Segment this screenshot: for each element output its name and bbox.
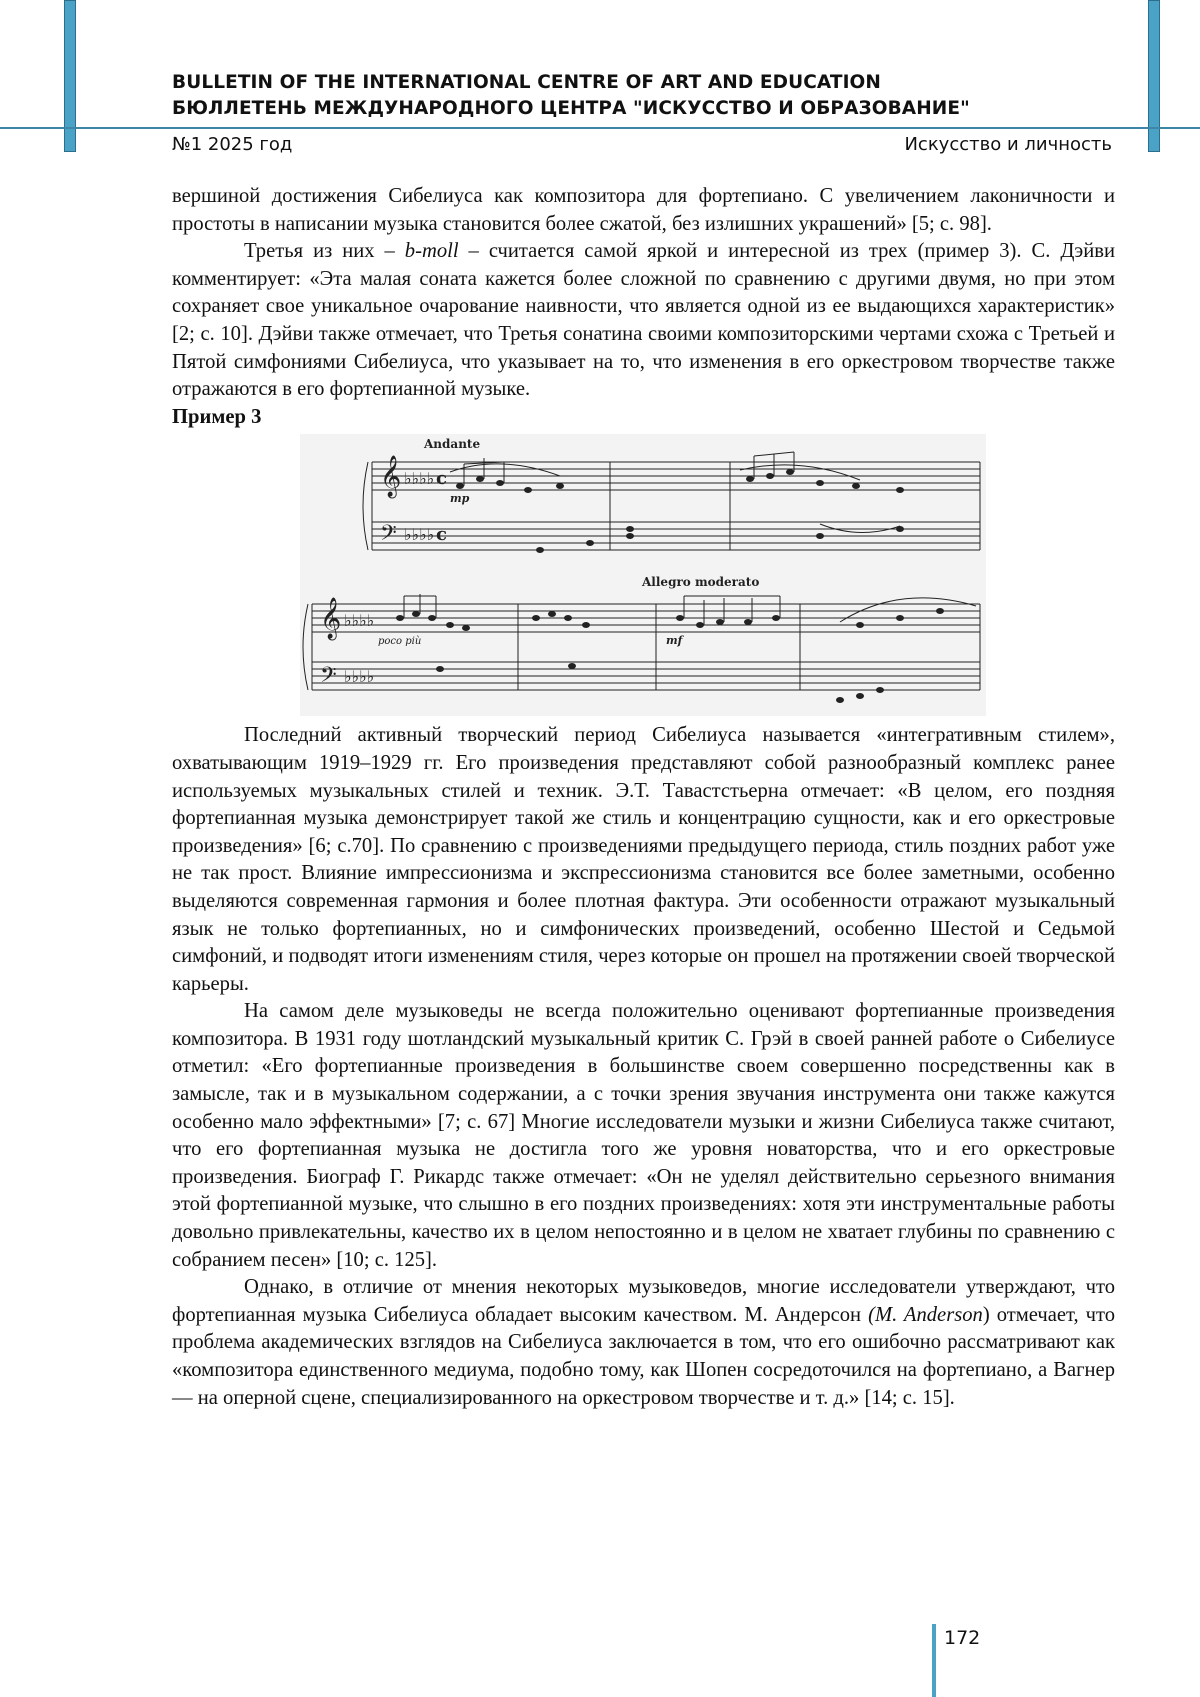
dynamic-mp: mp [450, 492, 470, 506]
section-name: Искусство и личность [904, 134, 1112, 155]
paragraph-5-lead: Однако, в отличие от мнения некоторых музыковедов, многие исследователи утверждают, что фортепианная музыка Сибелиуса обладает высоким качеством. М. Андерсон [172, 1276, 1115, 1326]
svg-text:♭♭♭♭: ♭♭♭♭ [344, 667, 375, 687]
paragraph-1: вершиной достижения Сибелиуса как композитора для фортепиано. С увеличением лаконичности и простоты в написании музыка становится более сжатой, без излишних украшений» [5; с. 98]. [172, 185, 1115, 235]
journal-title-en: BULLETIN OF THE INTERNATIONAL CENTRE OF ART AND EDUCATION [172, 72, 881, 93]
tempo-andante: Andante [424, 437, 481, 452]
journal-title [172, 70, 970, 122]
paragraph-4: На самом деле музыковеды не всегда положительно оценивают фортепианные произведения композитора. В 1931 году шотландский музыкальный критик С. Грэй в своей ранней работе о Сибелиусе отметил: «Его фортепианные произведения в большинстве своем совершенно посредственны как в замысле, так и в музыкальном содержании, а с точки зрения звучания инструмента они также кажутся особенно мало эффектными» [7; с. 67] Многие исследователи музыки и жизни Сибелиуса также считают, что его фортепианная музыка не достигла того же уровня новаторства, что и его оркестровые произведения. Биограф Г. Рикардс также отмечает: «Он не уделял действительно серьезного внимания этой фортепианной музыке, что слышно в его поздних произведениях: хотя эти инструментальные работы довольно привлекательны, качество их в целом непостоянно и в целом не хватает глубины по сравнению с собранием песен» [10; с. 125]. [172, 1000, 1115, 1271]
svg-text:♭♭♭♭: ♭♭♭♭ [404, 525, 435, 545]
svg-text:c: c [436, 524, 447, 546]
author-latin-name: (M. Anderson [868, 1303, 983, 1326]
header-rule [0, 127, 1200, 129]
page-number: 172 [944, 1627, 981, 1649]
tempo-allegro-moderato: Allegro moderato [642, 575, 760, 590]
paragraph-2-rest: – считается самой яркой и интересной из трех (пример 3). С. Дэйви комментирует: «Эта малая соната кажется более сложной по сравнению с другими двумя, но при этом сохраняет свое уникальное очарование наивности, что является одной из ее выдающихся характеристик» [2; с. 10]. Дэйви также отмечает, что Третья сонатина своими композиторскими чертами схожа с Третьей и Пятой симфониями Сибелиуса, что указывает на то, что изменения в его оркестровом творчестве также отражаются в его фортепианной музыке. [172, 240, 1115, 401]
dynamic-mf: mf [666, 634, 683, 648]
svg-text:𝄞: 𝄞 [320, 598, 342, 640]
paragraph-5-rest: ) отмечает, что проблема академических взглядов на Сибелиуса заключается в том, что его ошибочно рассматривают как «композитора единственного медиума, подобно тому, как Шопен сосредоточился на фортепиано, а Вагнер — на оперной сцене, специализированного на оркестровом творчестве и т. д.» [14; с. 15]. [172, 1303, 1115, 1409]
svg-text:♭♭♭♭: ♭♭♭♭ [404, 469, 435, 489]
music-score-image [300, 434, 986, 716]
header-accent-bar-left [64, 0, 76, 152]
dynamic-poco-piu: poco più [378, 636, 422, 648]
footer-accent-bar [932, 1624, 936, 1697]
svg-text:c: c [436, 468, 447, 490]
issue-line [172, 131, 1112, 159]
paragraph-2 [172, 238, 1115, 404]
paragraph-2-lead: Третья из них – [244, 240, 405, 263]
music-score-example [300, 434, 986, 716]
figure-caption: Пример 3 [172, 405, 262, 428]
paragraph-3: Последний активный творческий период Сибелиуса называется «интегративным стилем», охватывающим 1919–1929 гг. Его произведения представляют собой разнообразный комплекс ранее используемых музыкальных стилей и техник. Э.Т. Тавастстьерна отмечает: «В целом, его поздняя фортепианная музыка демонстрирует такой же стиль и концентрацию сущности, как и его оркестровые произведения» [6; с.70]. По сравнению с произведениями предыдущего периода, стиль поздних работ уже не так прост. Влияние импрессионизма и экспрессионизма становится все более заметными, особенно выделяются современная гармония и более плотная фактура. Эти особенности отражают музыкальный язык не только фортепианных, но и симфонических произведений, особенно Шестой и Седьмой симфоний, и подводят итоги изменениям стиля, через которые он прошел на протяжении своей творческой карьеры. [172, 724, 1115, 995]
svg-text:𝄞: 𝄞 [380, 456, 402, 498]
article-body [172, 183, 1115, 1412]
svg-text:𝄢: 𝄢 [380, 521, 397, 552]
key-name: b-moll [404, 240, 459, 263]
journal-title-ru: БЮЛЛЕТЕНЬ МЕЖДУНАРОДНОГО ЦЕНТРА "ИСКУССТВО И ОБРАЗОВАНИЕ" [172, 98, 970, 119]
svg-text:𝄢: 𝄢 [320, 663, 337, 694]
issue-number: №1 2025 год [172, 134, 293, 155]
header-accent-bar-right [1148, 0, 1160, 152]
paragraph-5 [172, 1274, 1115, 1412]
svg-text:♭♭♭♭: ♭♭♭♭ [344, 611, 375, 631]
